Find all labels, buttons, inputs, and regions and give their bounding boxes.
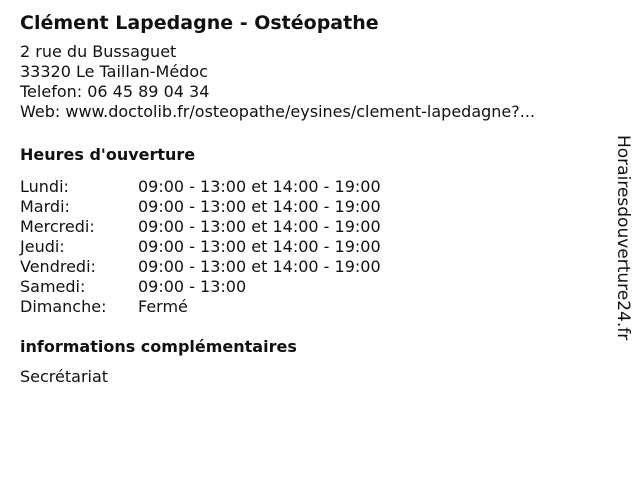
hours-row-thursday <box>20 237 610 257</box>
day-hours: 09:00 - 13:00 et 14:00 - 19:00 <box>138 217 381 236</box>
hours-row-friday <box>20 257 610 277</box>
address-city: 33320 Le Taillan-Médoc <box>20 62 208 81</box>
contact-block <box>20 42 610 122</box>
day-label: Jeudi: <box>20 237 65 256</box>
day-hours: 09:00 - 13:00 <box>138 277 247 296</box>
day-hours: Fermé <box>138 297 188 316</box>
day-label: Mardi: <box>20 197 70 216</box>
hours-row-wednesday <box>20 217 610 237</box>
additional-info-text: Secrétariat <box>20 367 109 386</box>
hours-row-sunday <box>20 297 610 317</box>
day-hours: 09:00 - 13:00 et 14:00 - 19:00 <box>138 257 381 276</box>
additional-info-heading: informations complémentaires <box>20 337 297 356</box>
website-link[interactable]: Web: www.doctolib.fr/osteopathe/eysines/clement-lapedagne?... <box>20 102 536 121</box>
site-watermark: Horairesdouverture24.fr <box>613 135 633 341</box>
address-street: 2 rue du Bussaguet <box>20 42 177 61</box>
day-hours: 09:00 - 13:00 et 14:00 - 19:00 <box>138 237 381 256</box>
day-label: Mercredi: <box>20 217 95 236</box>
business-name: Clément Lapedagne - Ostéopathe <box>20 12 379 34</box>
hours-row-tuesday <box>20 197 610 217</box>
day-hours: 09:00 - 13:00 et 14:00 - 19:00 <box>138 177 381 196</box>
phone-number[interactable]: Telefon: 06 45 89 04 34 <box>20 82 210 101</box>
opening-hours-heading: Heures d'ouverture <box>20 145 196 164</box>
day-label: Samedi: <box>20 277 86 296</box>
hours-row-monday <box>20 177 610 197</box>
day-label: Vendredi: <box>20 257 96 276</box>
day-hours: 09:00 - 13:00 et 14:00 - 19:00 <box>138 197 381 216</box>
business-card <box>20 10 610 387</box>
day-label: Dimanche: <box>20 297 107 316</box>
day-label: Lundi: <box>20 177 69 196</box>
hours-row-saturday <box>20 277 610 297</box>
opening-hours-table <box>20 177 610 317</box>
